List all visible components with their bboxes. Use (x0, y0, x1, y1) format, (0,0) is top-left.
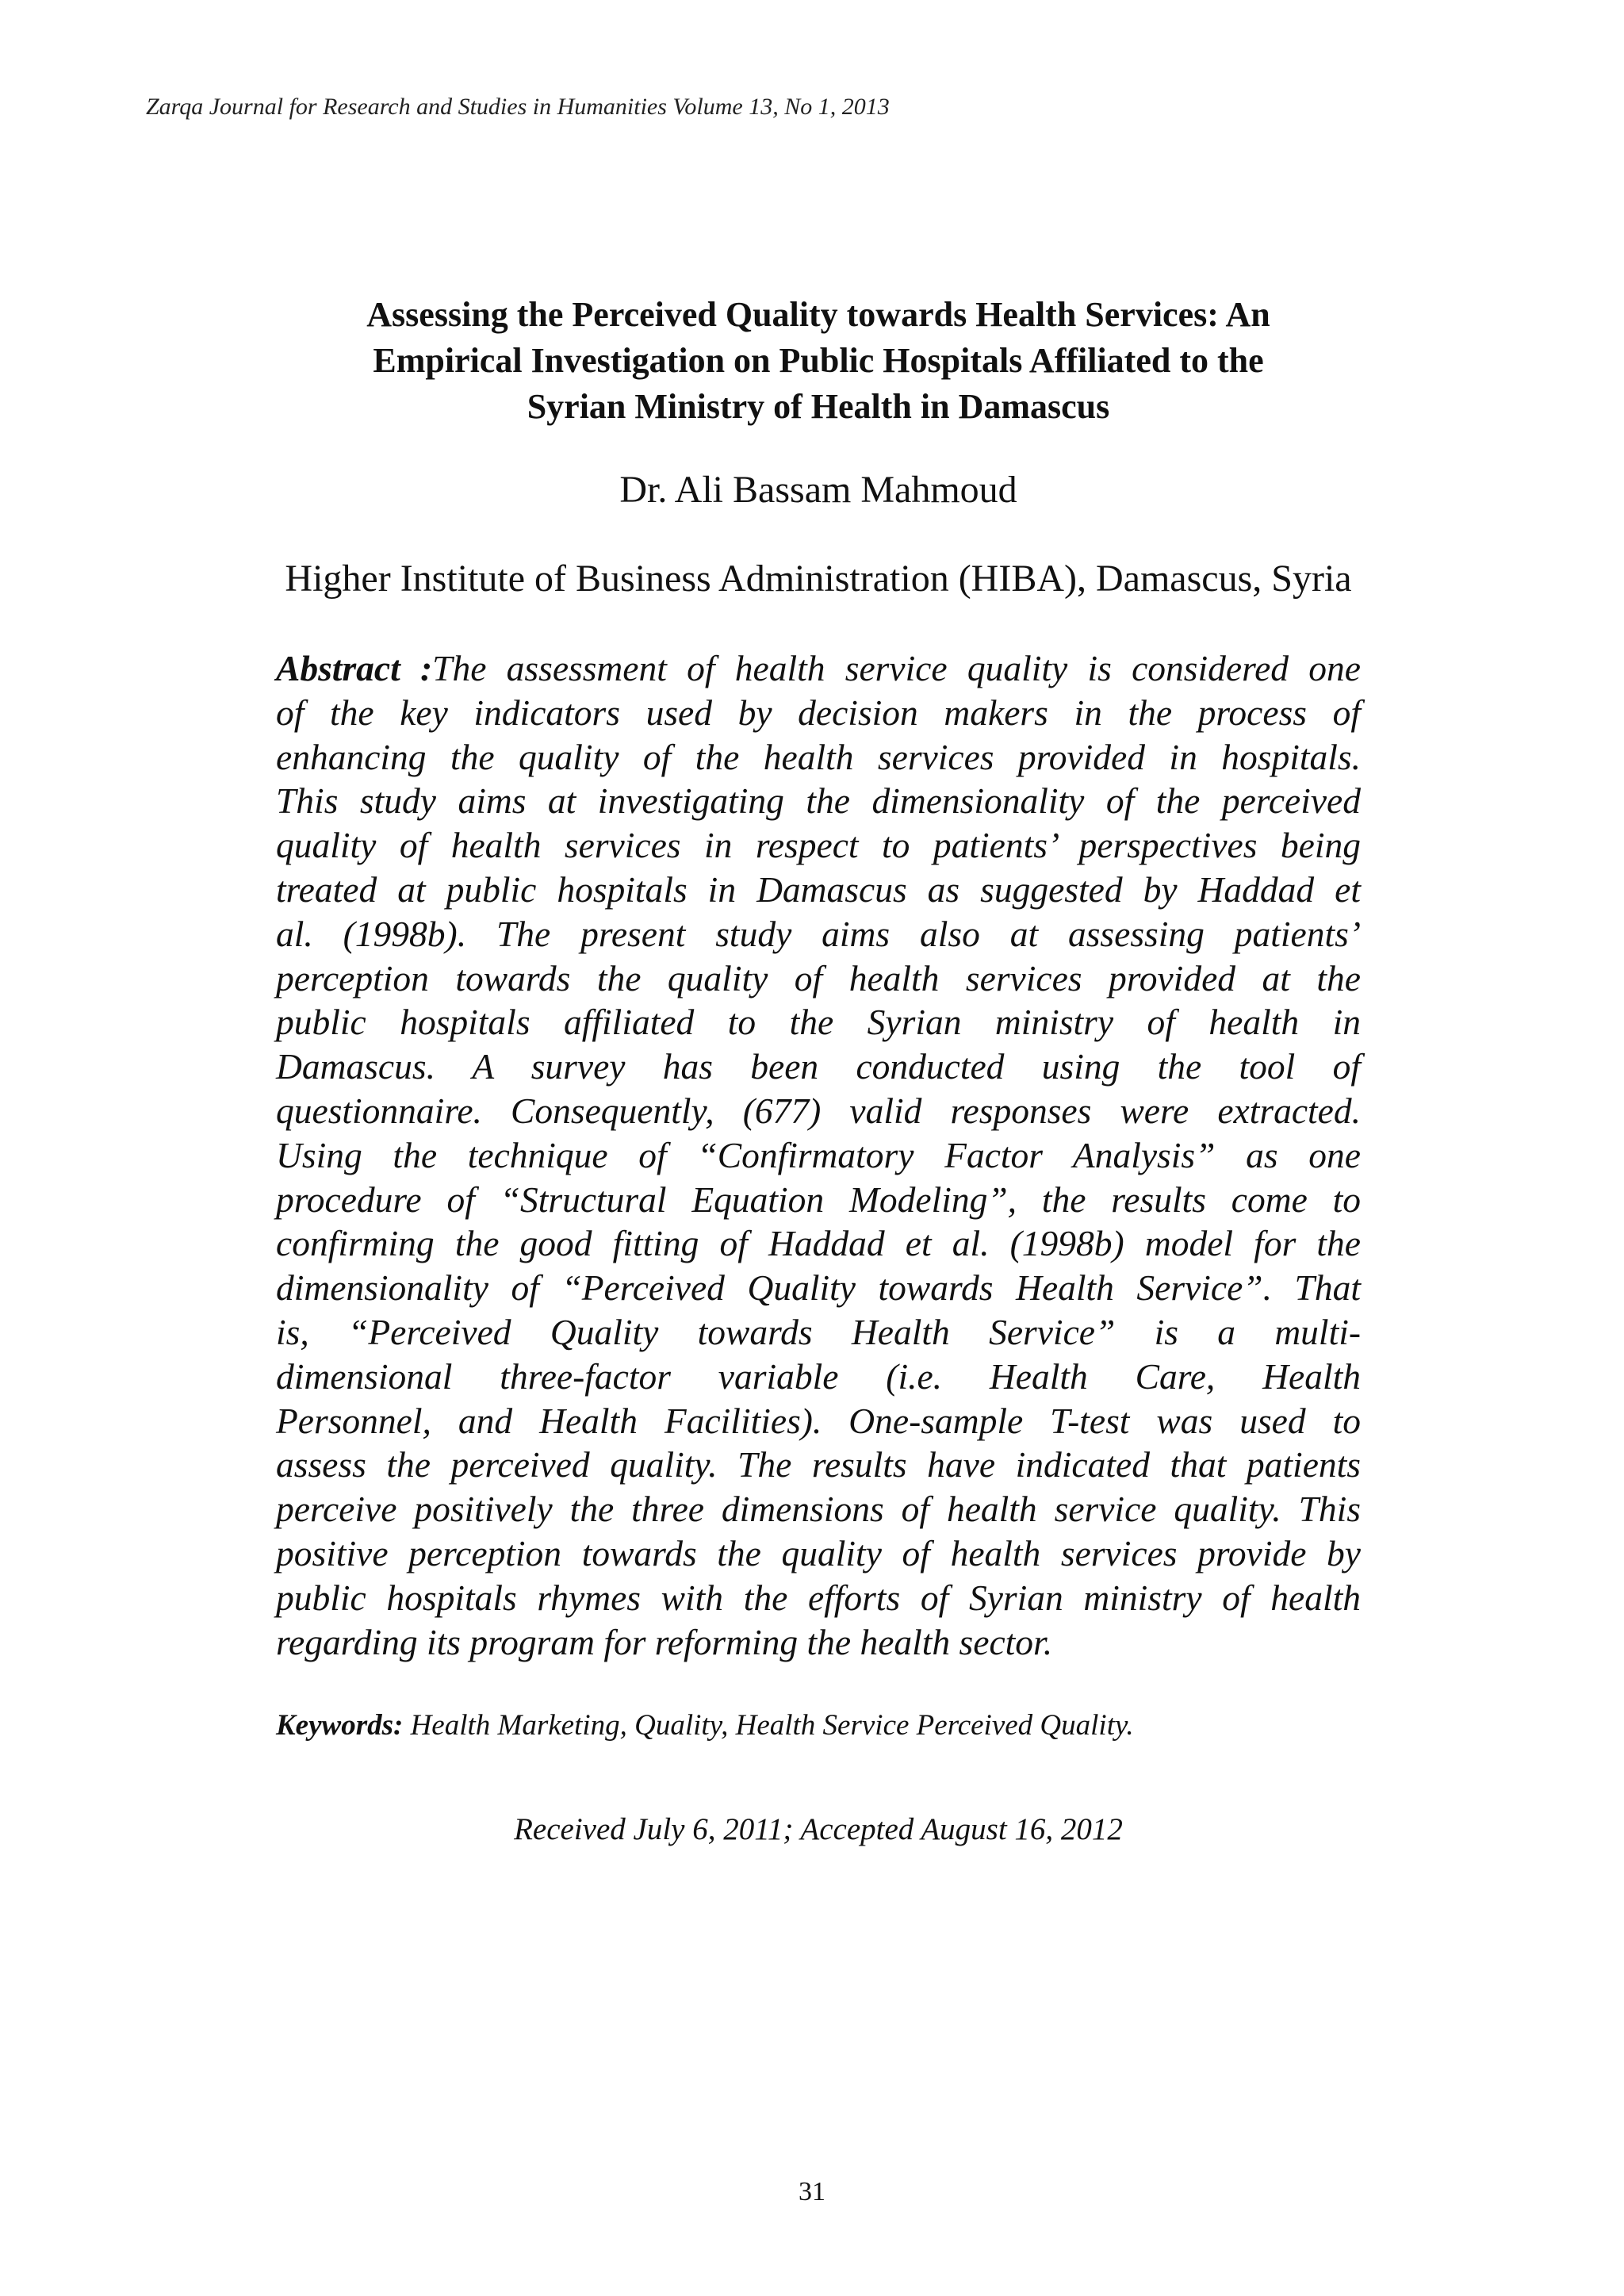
abstract-line: quality of health services in respect to patients’ perspectives being (276, 825, 1361, 866)
abstract (276, 646, 1361, 1664)
abstract-line: This study aims at investigating the dimensionality of the perceived (276, 780, 1361, 822)
abstract-line: perceive positively the three dimensions of health service quality. This (276, 1489, 1361, 1530)
received-accepted-dates: Received July 6, 2011; Accepted August 16, 2012 (514, 1812, 1123, 1846)
abstract-line: of the key indicators used by decision makers in the process of (276, 692, 1361, 733)
title-line: Syrian Ministry of Health in Damascus (527, 387, 1110, 426)
abstract-line: procedure of “Structural Equation Modeling”, the results come to (276, 1179, 1361, 1220)
abstract-line: al. (1998b). The present study aims also at assessing patients’ (276, 913, 1361, 954)
author-affiliation: Higher Institute of Business Administration (HIBA), Damascus, Syria (285, 558, 1352, 600)
page-number: 31 (799, 2177, 825, 2206)
abstract-line: public hospitals affiliated to the Syrian ministry of health in (276, 1002, 1361, 1043)
keywords-text: Health Marketing, Quality, Health Service Perceived Quality. (403, 1709, 1134, 1742)
abstract-line: Using the technique of “Confirmatory Factor Analysis” as one (276, 1134, 1361, 1175)
abstract-line: public hospitals rhymes with the efforts of Syrian ministry of health (276, 1577, 1361, 1618)
keywords-label: Keywords: (276, 1709, 404, 1742)
title-line: Assessing the Perceived Quality towards Health Services: An (366, 295, 1270, 334)
author-name: Dr. Ali Bassam Mahmoud (619, 469, 1017, 511)
abstract-line: assess the perceived quality. The results have indicated that patients (276, 1444, 1361, 1485)
abstract-line: is, “Perceived Quality towards Health Service” is a multi- (276, 1311, 1361, 1352)
abstract-line: enhancing the quality of the health services provided in hospitals. (276, 736, 1361, 777)
abstract-line: regarding its program for reforming the health sector. (276, 1621, 1053, 1662)
abstract-line: confirming the good fitting of Haddad et al. (1998b) model for the (276, 1223, 1361, 1264)
paper-title (276, 292, 1361, 430)
abstract-text: The assessment of health service quality is considered one (432, 648, 1361, 688)
keywords (276, 1708, 1361, 1744)
abstract-line: questionnaire. Consequently, (677) valid responses were extracted. (276, 1090, 1361, 1131)
abstract-line: dimensionality of “Perceived Quality towards Health Service”. That (276, 1267, 1361, 1309)
title-line: Empirical Investigation on Public Hospitals Affiliated to the (373, 341, 1264, 380)
abstract-line: Personnel, and Health Facilities). One-sample T-test was used to (276, 1400, 1361, 1441)
abstract-label: Abstract : (276, 648, 433, 688)
abstract-line: positive perception towards the quality of health services provide by (276, 1532, 1361, 1573)
journal-running-header: Zarqa Journal for Research and Studies in Humanities Volume 13, No 1, 2013 (146, 94, 890, 120)
abstract-line: perception towards the quality of health services provided at the (276, 957, 1361, 999)
abstract-line: Damascus. A survey has been conducted using the tool of (276, 1046, 1361, 1087)
abstract-line: dimensional three-factor variable (i.e. Health Care, Health (276, 1355, 1361, 1397)
abstract-line (276, 646, 1361, 691)
abstract-line: treated at public hospitals in Damascus as suggested by Haddad et (276, 868, 1361, 910)
